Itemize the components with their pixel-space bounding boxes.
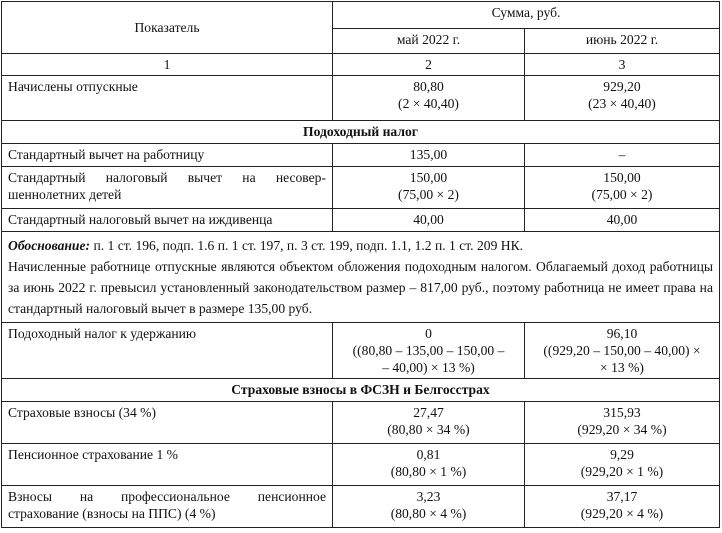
may-value [333,209,525,232]
table-row [2,209,720,232]
value-line: 40,00 [606,212,638,227]
value-line: 150,00 [603,170,641,185]
row-label: Стандартный налоговый вычет на иждивенца [2,209,333,232]
row-label: Взносы на профессиональное пенсионное страхование (взносы на ППС) (4 %) [2,486,333,528]
payroll-table [1,1,720,528]
may-value [333,167,525,209]
value-line: (929,20 × 4 %) [580,506,664,521]
section-income-tax: Подоходный налог [2,121,720,144]
june-value [525,402,720,444]
row-label: Пенсионное страхование 1 % [2,444,333,486]
col-number-2: 2 [333,54,525,76]
value-line: (80,80 × 4 %) [390,506,467,521]
value-line: – [618,147,626,162]
may-value [333,486,525,528]
june-value: 96,10 ((929,20 – 150,00 – 40,00) × × 13 %) [525,323,720,379]
value-line: (75,00 × 2) [398,187,459,202]
table-row [2,144,720,167]
col-number-3: 3 [525,54,720,76]
header-june: июнь 2022 г. [525,29,720,54]
value-line: (23 × 40,40) [588,96,656,111]
header-sum: Сумма, руб. [333,2,720,29]
may-value [333,444,525,486]
value-line: 3,23 [416,489,441,504]
row-label: Страховые взносы (34 %) [2,402,333,444]
table-row [2,167,720,209]
june-value [525,209,720,232]
value-line: 0,81 [416,447,441,462]
basis-text: Начисленные работнице отпускные являются объектом обложения подоходным налогом. Облагаемый доход работницы за июнь 2022 г. превысил установленный законодательством размер – 817,00 руб., поэтому работница не имеет права на стандартный налоговый вычет в размере 135,00 руб. [8,259,713,316]
value-line: 80,80 [413,79,444,94]
may-value: 0 ((80,80 – 135,00 – 150,00 – – 40,00) × 13 %) [333,323,525,379]
value-line: (929,20 × 34 %) [577,422,667,437]
basis-title: Обоснование: [8,238,91,253]
value-line: 150,00 [409,170,448,185]
june-value [525,167,720,209]
value-line: (2 × 40,40) [398,96,459,111]
value-line: 315,93 [603,405,641,420]
table-row [2,444,720,486]
row-label: Стандартный налоговый вычет на несовершеннолетних детей [2,167,333,209]
section-insurance: Страховые взносы в ФСЗН и Белгосстрах [2,379,720,402]
may-value [333,402,525,444]
june-value [525,444,720,486]
row-label: Стандартный вычет на работницу [2,144,333,167]
value-line: 135,00 [409,147,448,162]
value-line: 929,20 [603,79,641,94]
may-value [333,76,525,121]
june-value [525,144,720,167]
june-value [525,486,720,528]
value-line: (75,00 × 2) [591,187,653,202]
row-label: Начислены отпускные [2,76,333,121]
basis-note [2,232,720,323]
row-label: Подоходный налог к удержанию [2,323,333,379]
table-row [2,402,720,444]
basis-refs: п. 1 ст. 196, подп. 1.6 п. 1 ст. 197, п. 3 ст. 199, подп. 1.1, 1.2 п. 1 ст. 209 НК. [90,238,524,253]
june-value [525,76,720,121]
header-may: май 2022 г. [333,29,525,54]
col-number-1: 1 [2,54,333,76]
table-row [2,486,720,528]
may-value [333,144,525,167]
table-row [2,76,720,121]
value-line: (80,80 × 1 %) [390,464,467,479]
value-line: (929,20 × 1 %) [580,464,664,479]
value-line: 27,47 [413,405,444,420]
table-row [2,323,720,379]
value-line: 40,00 [413,212,444,227]
value-line: (80,80 × 34 %) [387,422,470,437]
header-indicator: Показатель [2,2,333,54]
value-line: 37,17 [606,489,638,504]
value-line: 9,29 [610,447,634,462]
